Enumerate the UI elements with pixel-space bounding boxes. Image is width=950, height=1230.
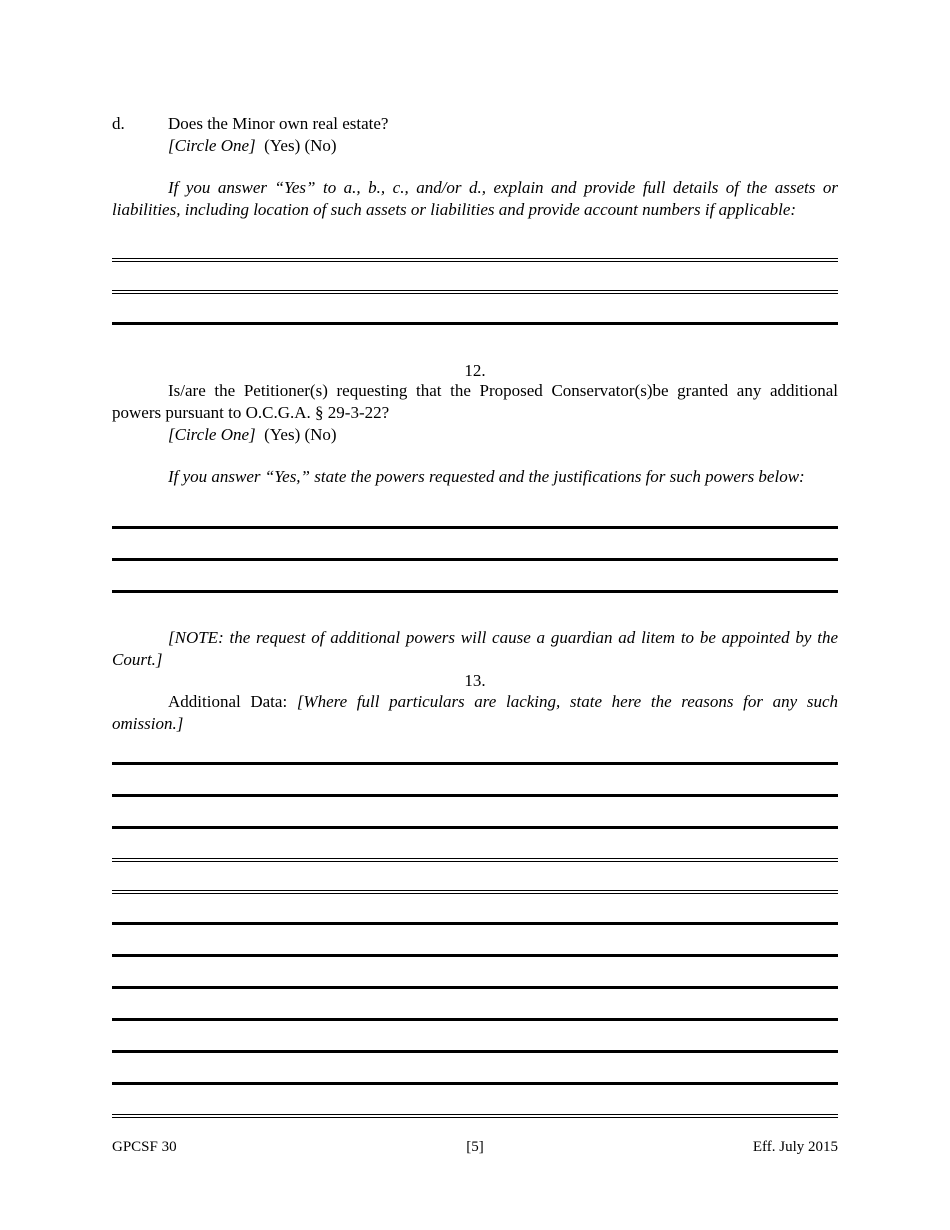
item-d-label: d.: [112, 114, 125, 133]
answer-line-additional-4[interactable]: [112, 858, 838, 862]
yes-no-options[interactable]: (Yes) (No): [264, 136, 337, 155]
answer-line-powers-3[interactable]: [112, 590, 838, 593]
answer-line-additional-3[interactable]: [112, 826, 838, 829]
section-13-number: 13.: [464, 671, 486, 690]
assets-instruction: If you answer “Yes” to a., b., c., and/or d., explain and provide full details of the assets or liabilities, including location of such assets or liabilities and provide account numbers if applicable:: [112, 178, 838, 219]
answer-line-assets-1[interactable]: [112, 258, 838, 262]
answer-line-additional-9[interactable]: [112, 1018, 838, 1021]
circle-one-instruction: [Circle One]: [168, 136, 256, 155]
footer-page-number: [5]: [466, 1139, 484, 1155]
answer-line-additional-8[interactable]: [112, 986, 838, 989]
section-12-answer: [168, 424, 337, 446]
answer-line-additional-1[interactable]: [112, 762, 838, 765]
circle-one-instruction: [Circle One]: [168, 425, 256, 444]
answer-line-assets-3[interactable]: [112, 322, 838, 325]
answer-line-assets-2[interactable]: [112, 290, 838, 294]
section-12-note: [NOTE: the request of additional powers will cause a guardian ad litem to be appointed by the Court.]: [112, 628, 838, 669]
yes-no-options[interactable]: (Yes) (No): [264, 425, 337, 444]
additional-data-label: Additional Data:: [168, 692, 288, 711]
answer-line-additional-2[interactable]: [112, 794, 838, 797]
footer-effective-date: Eff. July 2015: [752, 1139, 838, 1155]
answer-line-additional-12[interactable]: [112, 1114, 838, 1118]
answer-line-additional-5[interactable]: [112, 890, 838, 894]
section-12-question: Is/are the Petitioner(s) requesting that the Proposed Conservator(s)be granted any additional powers pursuant to O.C.G.A. § 29-3-22?: [112, 381, 838, 422]
answer-line-additional-10[interactable]: [112, 1050, 838, 1053]
section-12-instruction: If you answer “Yes,” state the powers requested and the justifications for such powers below:: [168, 467, 805, 486]
answer-line-additional-11[interactable]: [112, 1082, 838, 1085]
section-12-number: 12.: [464, 361, 486, 380]
item-d-question: Does the Minor own real estate?: [168, 114, 389, 133]
answer-line-powers-2[interactable]: [112, 558, 838, 561]
answer-line-additional-6[interactable]: [112, 922, 838, 925]
item-d-answer: [168, 135, 337, 157]
footer-form-id: GPCSF 30: [112, 1139, 177, 1155]
answer-line-powers-1[interactable]: [112, 526, 838, 529]
answer-line-additional-7[interactable]: [112, 954, 838, 957]
section-13-text: [112, 691, 838, 735]
additional-data-instruction: [Where full particulars are lacking, state here the reasons for any such omission.]: [112, 692, 838, 733]
